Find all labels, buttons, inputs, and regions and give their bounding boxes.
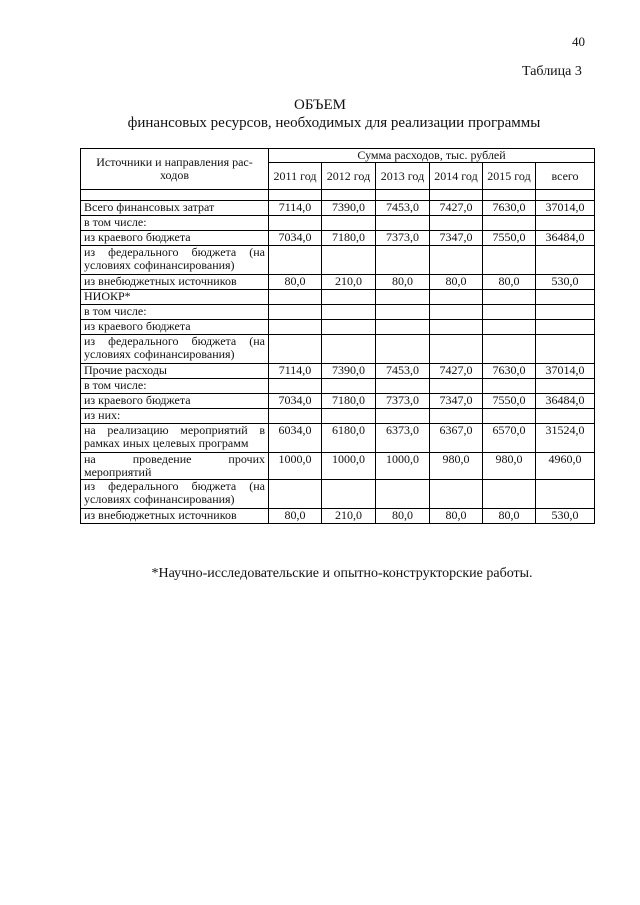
total-header-cell: всего: [536, 163, 595, 190]
value-cell: 80,0: [483, 509, 536, 524]
table-row: [81, 364, 595, 379]
year-header-cell: 2015 год: [483, 163, 536, 190]
table-row: [81, 394, 595, 409]
table-row: [81, 216, 595, 231]
value-cell: [376, 305, 430, 320]
value-cell: [483, 290, 536, 305]
value-cell: 6373,0: [376, 424, 430, 453]
value-cell: 6570,0: [483, 424, 536, 453]
value-cell: 530,0: [536, 275, 595, 290]
row-label-cell: из них:: [81, 409, 269, 424]
financial-resources-table: [80, 148, 595, 524]
document-subtitle: финансовых ресурсов, необходимых для реализации программы: [127, 115, 541, 131]
value-cell: [322, 216, 376, 231]
row-label-cell: из краевого бюджета: [81, 231, 269, 246]
row-label-cell: на проведение прочих мероприятий: [81, 453, 269, 480]
document-title: ОБЪЕМ: [294, 97, 346, 113]
value-cell: [483, 379, 536, 394]
row-label-cell: НИОКР*: [81, 290, 269, 305]
row-header-label: Источники и направления рас-ходов: [96, 155, 253, 182]
table-row: [81, 480, 595, 509]
value-cell: 7550,0: [483, 394, 536, 409]
value-cell: [483, 320, 536, 335]
value-cell: [269, 480, 322, 509]
value-cell: [322, 335, 376, 364]
value-cell: [322, 305, 376, 320]
value-cell: 210,0: [322, 509, 376, 524]
value-cell: [376, 216, 430, 231]
value-cell: [430, 409, 483, 424]
year-header-cell: 2011 год: [269, 163, 322, 190]
row-label-cell: Прочие расходы: [81, 364, 269, 379]
value-cell: [376, 290, 430, 305]
value-cell: [536, 409, 595, 424]
value-cell: 980,0: [483, 453, 536, 480]
year-header-cell: 2013 год: [376, 163, 430, 190]
value-cell: [430, 216, 483, 231]
value-cell: 7630,0: [483, 201, 536, 216]
value-cell: [430, 335, 483, 364]
value-cell: [483, 480, 536, 509]
table-row: [81, 453, 595, 480]
value-cell: 530,0: [536, 509, 595, 524]
value-cell: [483, 216, 536, 231]
row-label-cell: Всего финансовых затрат: [81, 201, 269, 216]
value-cell: [536, 320, 595, 335]
value-cell: 7114,0: [269, 201, 322, 216]
sum-header-label: Сумма расходов, тыс. рублей: [357, 148, 506, 162]
table-row: [81, 379, 595, 394]
value-cell: [322, 409, 376, 424]
table-label: Таблица 3: [522, 64, 582, 79]
table-row: [81, 320, 595, 335]
value-cell: [536, 216, 595, 231]
value-cell: [430, 246, 483, 275]
value-cell: 7427,0: [430, 364, 483, 379]
value-cell: [430, 320, 483, 335]
value-cell: [536, 305, 595, 320]
value-cell: 7390,0: [322, 364, 376, 379]
value-cell: [483, 305, 536, 320]
row-label-cell: на реализацию мероприятий в рамках иных целевых программ: [81, 424, 269, 453]
value-cell: [430, 379, 483, 394]
value-cell: 80,0: [430, 275, 483, 290]
year-header-cell: 2012 год: [322, 163, 376, 190]
value-cell: [536, 480, 595, 509]
page-number: 40: [572, 34, 585, 49]
value-cell: [376, 335, 430, 364]
table-row: [81, 246, 595, 275]
value-cell: [536, 246, 595, 275]
value-cell: [269, 216, 322, 231]
row-label-cell: в том числе:: [81, 216, 269, 231]
value-cell: 36484,0: [536, 394, 595, 409]
value-cell: [430, 290, 483, 305]
value-cell: [322, 480, 376, 509]
table-row: [81, 275, 595, 290]
value-cell: 7390,0: [322, 201, 376, 216]
value-cell: 7114,0: [269, 364, 322, 379]
table-row: [81, 305, 595, 320]
value-cell: 7347,0: [430, 394, 483, 409]
value-cell: [483, 335, 536, 364]
spacer-row: [81, 190, 595, 201]
value-cell: 7427,0: [430, 201, 483, 216]
value-cell: [322, 290, 376, 305]
value-cell: 36484,0: [536, 231, 595, 246]
value-cell: [430, 305, 483, 320]
row-label-cell: из федерального бюджета (на условиях софинансирования): [81, 480, 269, 509]
table-row: [81, 231, 595, 246]
value-cell: [269, 246, 322, 275]
value-cell: 7550,0: [483, 231, 536, 246]
value-cell: [536, 290, 595, 305]
value-cell: 7453,0: [376, 364, 430, 379]
value-cell: 210,0: [322, 275, 376, 290]
row-label-cell: из краевого бюджета: [81, 320, 269, 335]
value-cell: 1000,0: [322, 453, 376, 480]
value-cell: [322, 246, 376, 275]
value-cell: 980,0: [430, 453, 483, 480]
value-cell: 7034,0: [269, 394, 322, 409]
table-row: [81, 335, 595, 364]
value-cell: 80,0: [483, 275, 536, 290]
table-row: [81, 424, 595, 453]
value-cell: 80,0: [269, 509, 322, 524]
value-cell: [483, 246, 536, 275]
year-header-cell: 2014 год: [430, 163, 483, 190]
row-label-cell: из федерального бюджета (на условиях софинансирования): [81, 335, 269, 364]
table-row: [81, 409, 595, 424]
value-cell: 80,0: [376, 509, 430, 524]
value-cell: 6367,0: [430, 424, 483, 453]
table-row: [81, 509, 595, 524]
value-cell: 6180,0: [322, 424, 376, 453]
row-label-cell: из краевого бюджета: [81, 394, 269, 409]
value-cell: [376, 409, 430, 424]
value-cell: [322, 379, 376, 394]
value-cell: [536, 379, 595, 394]
row-label-cell: из федерального бюджета (на условиях софинансирования): [81, 246, 269, 275]
row-label-cell: в том числе:: [81, 379, 269, 394]
row-header-cell: [81, 149, 269, 190]
table-row: [81, 201, 595, 216]
value-cell: 1000,0: [269, 453, 322, 480]
value-cell: 6034,0: [269, 424, 322, 453]
value-cell: [376, 246, 430, 275]
value-cell: 37014,0: [536, 364, 595, 379]
value-cell: 80,0: [430, 509, 483, 524]
value-cell: 7347,0: [430, 231, 483, 246]
value-cell: [376, 480, 430, 509]
row-label-cell: из внебюджетных источников: [81, 275, 269, 290]
value-cell: 80,0: [269, 275, 322, 290]
value-cell: [269, 379, 322, 394]
value-cell: [322, 320, 376, 335]
value-cell: 7180,0: [322, 394, 376, 409]
row-label-cell: в том числе:: [81, 305, 269, 320]
sum-header-cell: [269, 149, 595, 163]
value-cell: 80,0: [376, 275, 430, 290]
value-cell: 1000,0: [376, 453, 430, 480]
value-cell: [430, 480, 483, 509]
value-cell: 4960,0: [536, 453, 595, 480]
value-cell: [536, 335, 595, 364]
value-cell: [269, 290, 322, 305]
value-cell: [483, 409, 536, 424]
value-cell: 7630,0: [483, 364, 536, 379]
value-cell: 37014,0: [536, 201, 595, 216]
value-cell: 7373,0: [376, 394, 430, 409]
value-cell: 7180,0: [322, 231, 376, 246]
value-cell: 7373,0: [376, 231, 430, 246]
value-cell: 31524,0: [536, 424, 595, 453]
value-cell: [269, 409, 322, 424]
value-cell: [269, 305, 322, 320]
value-cell: [269, 335, 322, 364]
value-cell: [376, 320, 430, 335]
table-row: [81, 290, 595, 305]
value-cell: [376, 379, 430, 394]
row-label-cell: из внебюджетных источников: [81, 509, 269, 524]
value-cell: 7453,0: [376, 201, 430, 216]
footnote: *Научно-исследовательские и опытно-конструкторские работы.: [151, 566, 533, 581]
value-cell: 7034,0: [269, 231, 322, 246]
value-cell: [269, 320, 322, 335]
